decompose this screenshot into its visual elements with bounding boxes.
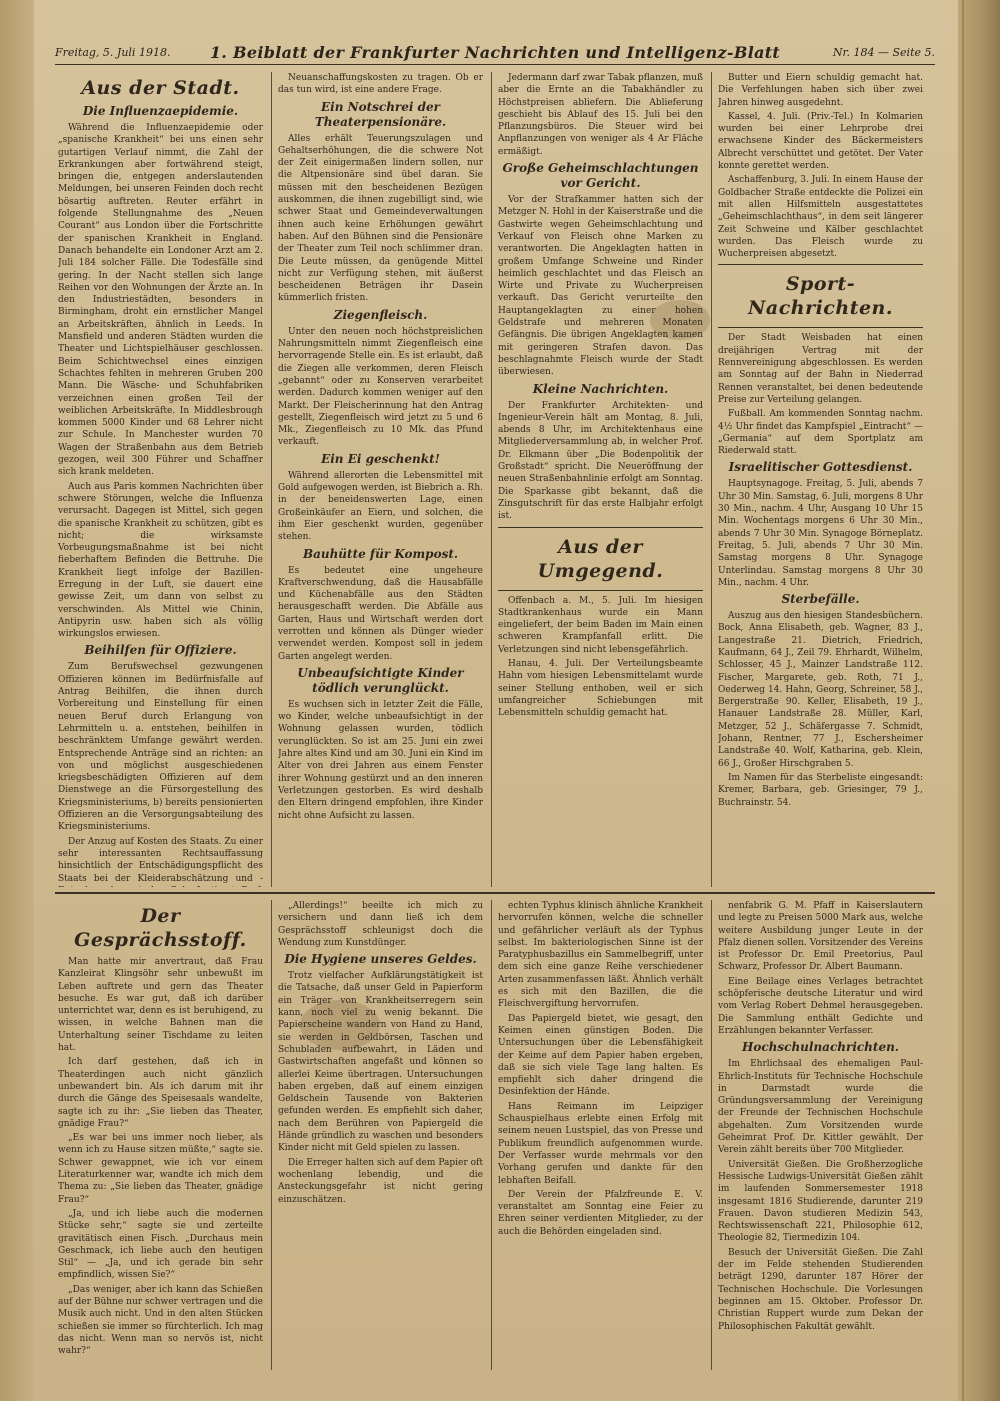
article-paragraph: Während allerorten die Lebensmittel mit Gold aufgewogen werden, ist Biebrich a. Rh. in der beneidenswerten Lage, einen Großeinkäufer an Eiern, und solchen, die ihm Eier geschenkt wurden, gegenüber stehen. <box>278 470 483 543</box>
section-box-sport <box>718 264 923 328</box>
article-title-ei: Ein Ei geschenkt! <box>321 451 440 466</box>
article-paragraph: Die Erreger halten sich auf dem Papier oft wochenlang lebendig, und die Ansteckungsgefahr ist nicht gering einzuschätzen. <box>278 1157 483 1205</box>
article-title-kompost: Bauhütte für Kompost. <box>302 546 459 561</box>
header-title: 1. Beiblatt der Frankfurter Nachrichten und Intelligenz-Blatt <box>209 42 781 62</box>
article-paragraph: Während die Influenzaepidemie oder „spanische Krankheit“ bei uns einen sehr gutartigen Verlauf nimmt, die Zahl der Erkrankungen aber fortwährend steigt, bringen die, entgegen anderslautenden Meldungen, bei unseren Feinden doch recht bösartig auftreten. Reuter erfährt in folgende Stellungnahme des „Neuen Courant“ aus London über die Fortschritte der spanischen Krankheit in England. Danach behandelte ein Londoner Arzt am 2. Juli 184 solcher Fälle. Die Todesfälle sind gering. In der Nacht stellen sich lange Reihen vor den Wohnungen der Ärzte an. In den Industriestädten, besonders in Birmingham, droht ein ernstlicher Mangel an Arbeitskräften, ähnlich in Leeds. In Mansfield und anderen Städten wurden die Theater und Lichtspielhäuser geschlossen. Beim Schichtwechsel eines einzigen Schachtes fehlten in mehreren Gruben 200 Mann. Die Wäsche- und Schuhfabriken verzeichnen einen großen Teil der weiblichen Arbeitskräfte. In Middlesbrough kommen 5000 Kinder und 68 Lehrer nicht zur Schule. In Manchester wurden 70 Wagen der Straßenbahn aus dem Betrieb gezogen, weil 300 Führer und Schaffner sich krank meldeten. <box>58 123 263 478</box>
article-paragraph: Im Namen für das Sterbeliste eingesandt: Kremer, Barbara, geb. Griesinger, 79 J., Buchrainstr. 54. <box>718 772 923 808</box>
bottom-column-3 <box>498 900 703 1370</box>
article-paragraph: Jedermann darf zwar Tabak pflanzen, muß aber die Ernte an die Tabakhändler zu Höchstpreisen abliefern. Die Ablieferung geschieht bis Ablauf des 15. Juli bei den Pflanzungsbüros. Die Steuer wird bei Anpflanzungen von weniger als 4 Ar Fläche ermäßigt. <box>498 73 703 157</box>
article-paragraph: Auszug aus den hiesigen Standesbüchern. Bock, Anna Elisabeth, geb. Wagner, 83 J., Langestraße 21. Dietrich, Friedrich, Kaufmann, 64 J., Zeil 79. Ehrhardt, Wilhelm, Schlosser, 45 J., Mainzer Landstraße 112. Fischer, Margarete, geb. Roth, 71 J., Oederweg 14. Hahn, Georg, Schreiner, 58 J., Bergerstraße 90. Keller, Elisabeth, 19 J., Hanauer Landstraße 28. Müller, Karl, Metzger, 52 J., Schäfergasse 7. Schmidt, Johann, Rentner, 77 J., Eschersheimer Landstraße 40. Wolf, Katharina, geb. Klein, 66 J., Großer Hirschgraben 5. <box>718 611 923 769</box>
article-paragraph: Universität Gießen. Die Großherzogliche Hessische Ludwigs-Universität Gießen zählt im laufenden Sommersemester 1918 insgesamt 1816 Studierende, darunter 219 Frauen. Davon studieren Medizin 543, Rechtswissenschaft 221, Philosophie 612, Theologie 82, Tiermedizin 104. <box>718 1159 923 1244</box>
article-paragraph: Hans Reimann im Leipziger Schauspielhaus erlebte einen Erfolg mit seinem neuen Lustspiel, das von Presse und Publikum freundlich aufgenommen wurde. Der Verfasser wurde mehrmals vor den Vorhang gerufen und dankte für den lebhaften Beifall. <box>498 1101 703 1186</box>
bottom-column-2 <box>278 900 483 1370</box>
article-title-theater: Ein Notschrei der Theaterpensionäre. <box>314 99 447 129</box>
article-paragraph: Trotz vielfacher Aufklärungstätigkeit ist die Tatsache, daß unser Geld in Papierform ein Träger von Krankheitserregern sein kann, noch viel zu wenig bekannt. Die Papierscheine wandern von Hand zu Hand, sie werden in Geldbörsen, Taschen und Schubladen aufbewahrt, in Läden und Gastwirtschaften angefaßt und können so allerlei Keime übertragen. Untersuchungen haben ergeben, daß auf einem einzigen Geldschein Tausende von Bakterien gefunden werden. Es empfiehlt sich daher, nach dem Berühren von Papiergeld die Hände gründlich zu waschen und besonders Kinder nicht mit Geld spielen zu lassen. <box>278 971 483 1154</box>
article-paragraph: Fußball. Am kommenden Sonntag nachm. 4½ Uhr findet das Kampfspiel „Eintracht“ — „Germania“ auf dem Sportplatz am Riederwald statt. <box>718 409 923 457</box>
top-column-4 <box>718 72 923 887</box>
article-paragraph: Aschaffenburg, 3. Juli. In einem Hause der Goldbacher Straße entdeckte die Polizei ein mit allen Hilfsmitteln ausgestattetes „Geheimschlachthaus“, in dem seit längerer Zeit Schweine und Kälber geschlachtet wurden. Das Fleisch wurde zu Wucherpreisen abgesetzt. <box>718 175 923 260</box>
bottom-column-4 <box>718 900 923 1370</box>
article-title-schlachtungen: Große Geheimschlachtungen vor Gericht. <box>502 161 699 191</box>
article-paragraph: Der Stadt Weisbaden hat einen dreijährigen Vertrag mit der Rennvereinigung abgeschlossen. Es werden am Sonntag auf der Bahn in Niederrad Rennen veranstaltet, bei denen bedeutende Preise zur Verteilung gelangen. <box>718 333 923 405</box>
article-paragraph: Der Frankfurter Architekten- und Ingenieur-Verein hält am Montag, 8. Juli, abends 8 Uhr, im Architektenhaus eine Mitgliederversammlung ab, in welcher Prof. Dr. Elkmann über „Die Bodenpolitik der Großstadt“ spricht. Die Neueröffnung der neuen Straßenbahnlinie erfolgt am Sonntag. Die Sparkasse gibt bekannt, daß die Zinsgutschrift für das erste Halbjahr erfolgt ist. <box>498 400 703 522</box>
page-header <box>55 40 935 65</box>
article-paragraph: „Ja, und ich liebe auch die modernen Stücke sehr,“ sagte sie und zerteilte gravitätisch einen Fisch. „Durchaus mein Geschmack, ich liebe auch den heutigen Stil“ — „Ja, und ich gerade bin sehr empfindlich, wissen Sie?“ <box>58 1208 263 1281</box>
article-paragraph: Eine Beilage eines Verlages betrachtet schöpferische deutsche Literatur und wird vom Verlag Robert Dehmel herausgegeben. Die Sammlung enthält Gedichte und Erzählungen bekannter Verfasser. <box>718 976 923 1036</box>
header-issue: Nr. 184 — Seite 5. <box>832 45 935 59</box>
article-paragraph: Offenbach a. M., 5. Juli. Im hiesigen Stadtkrankenhaus wurde ein Mann eingeliefert, der beim Baden im Main einen schweren Krampfanfall erlitt. Die Verletzungen sind nicht lebensgefährlich. <box>498 595 703 655</box>
article-title-ziegen: Ziegenfleisch. <box>333 307 428 322</box>
article-paragraph: „Das weniger, aber ich kann das Schießen auf der Bühne nur schwer vertragen und die Musik auch nicht. Und in den alten Stücken schießen sie immer so fürchterlich. Ich mag das nicht. Wenn man so nervös ist, nicht wahr?“ <box>58 1284 263 1357</box>
article-title-nachrichten: Kleine Nachrichten. <box>532 381 669 396</box>
article-paragraph: „Es war bei uns immer noch lieber, als wenn ich zu Hause sitzen müßte,“ sagte sie. Schwer gewappnet, wie ich vor einem Literaturkenner war, wandte ich mich dem Thema zu: „Sie lieben das Theater, gnädige Frau?“ <box>58 1133 263 1205</box>
page-right-edge <box>958 0 1000 1401</box>
article-paragraph: Vor der Strafkammer hatten sich der Metzger N. Hohl in der Kaiserstraße und die Gastwirte wegen Geheimschlachtung und Verkauf von Fleisch ohne Marken zu verantworten. Die Angeklagten hatten in großem Umfange Schweine und Rinder heimlich geschlachtet und das Fleisch an Wirte und Private zu Wucherpreisen verkauft. Das Gericht verurteilte den Hauptangeklagten zu einer hohen Geldstrafe und mehreren Monaten Gefängnis. Die übrigen Angeklagten kamen mit geringeren Strafen davon. Das beschlagnahmte Fleisch wurde der Stadt überwiesen. <box>498 195 703 378</box>
article-title-kinder: Unbeaufsichtigte Kinder tödlich verunglückt. <box>297 665 464 695</box>
section-heading-gespraechsstoff: Der Gesprächsstoff. <box>74 905 247 951</box>
page-fold <box>962 0 964 1401</box>
article-paragraph: Zum Berufswechsel gezwungenen Offizieren können im Bedürfnisfalle auf Antrag Beihilfen, die ihnen durch Vorbereitung und Einstellung für einen neuen Beruf durch Erlangung von Lehrmitteln u. a. entstehen, beihilfen in beschränktem Umfange gewährt werden. Entsprechende Anträge sind an richten: an von und möglichst ausgeschiedenen kriegsbeschädigten Offizieren auf dem Dienstwege an die Fürsorgestellung des Kriegsministeriums, b) bereits pensionierten Offizieren an die Versorgungsabteilung des Kriegsministeriums. <box>58 662 263 833</box>
article-paragraph: Hanau, 4. Juli. Der Verteilungsbeamte Hahn vom hiesigen Lebensmittelamt wurde seiner Stellung enthoben, weil er sich umfangreicher Schiebungen mit Lebensmitteln schuldig gemacht hat. <box>498 658 703 719</box>
article-paragraph: Es bedeutet eine ungeheure Kraftverschwendung, daß die Hausabfälle und Küchenabfälle aus den Städten herausgeschafft werden. Die Abfälle aus Garten, Haus und Wirtschaft werden dort verrotten und können als Dünger wieder verwendet werden. Kompost soll in jedem Garten angelegt werden. <box>278 565 483 662</box>
article-paragraph: Der Anzug auf Kosten des Staats. Zu einer sehr interessanten Rechtsauffassung hinsichtlich der Entschädigungspflicht des Staats bei der Kleiderabschätzung und - <box>58 836 263 884</box>
article-title-sterbefaelle: Sterbefälle. <box>781 592 860 607</box>
section-heading-umgegend: Aus der Umgegend. <box>537 535 664 582</box>
article-paragraph: Auch aus Paris kommen Nachrichten über schwere Störungen, welche die Influenza verursacht. Dagegen ist Mittel, sich gegen die spanische Krankheit zu schützen, gibt es nicht; die wirksamste Vorbeugungsmaßnahme ist bei nicht fieberhaftem Befinden die Bettruhe. Die Krankheit liegt infolge der Bazillen-Erregung in der Luft, sie dauert eine gewisse Zeit, um dann von selbst zu verschwinden. Als Mittel wie Chinin, Antipyrin usw. haben sich als völlig wirkungslos erwiesen. <box>58 481 263 640</box>
section-divider <box>55 892 935 894</box>
article-paragraph: Besuch der Universität Gießen. Die Zahl der im Felde stehenden Studierenden beträgt 1290, darunter 187 Hörer der Technischen Hochschule. Die Vorlesungen beginnen am 15. Oktober. Professor Dr. Christian Ruppert wurde zum Dekan der Philosophischen Fakultät gewählt. <box>718 1247 923 1332</box>
article-title-influenza: Die Influenzaepidemie. <box>82 104 239 118</box>
article-paragraph: Das Papiergeld bietet, wie gesagt, den Keimen einen günstigen Boden. Die Untersuchungen über die Lebensfähigkeit der Keime auf dem Papier haben ergeben, daß sie sich viele Tage lang halten. Es empfiehlt sich daher dringend die Desinfektion der Hände. <box>498 1013 703 1098</box>
bottom-column-1 <box>58 900 263 1370</box>
article-paragraph: Butter und Eiern schuldig gemacht hat. Die Verfehlungen haben sich über zwei Jahren hinweg ausgedehnt. <box>718 73 923 108</box>
article-paragraph: Ich darf gestehen, daß ich in Theaterdingen auch nicht gänzlich unbewandert bin. Als ich darum mit ihr durch die Gänge des Speisesaals wandelte, sagte ich zu ihr: „Sie lieben das Theater, gnädige Frau?“ <box>58 1057 263 1129</box>
article-paragraph: Unter den neuen noch höchstpreislichen Nahrungsmitteln nimmt Ziegenfleisch eine hervorragende Stelle ein. Es ist erlaubt, daß die Ziegen alle verkommen, deren Fleisch „gebannt“ oder zu Konserven verarbeitet werden. Dadurch kommen weniger auf den Markt. Der Fleischerinnung hat den Antrag gestellt, Ziegenfleisch wird jetzt zu 5 und 6 Mk., Ziegenfleisch zu 10 Mk. das Pfund verkauft. <box>278 326 483 448</box>
article-paragraph: Hauptsynagoge. Freitag, 5. Juli, abends 7 Uhr 30 Min. Samstag, 6. Juli, morgens 8 Uhr 30 Min., nachm. 4 Uhr, Ausgang 10 Uhr 15 Min. Wochentags morgens 6 Uhr 30 Min., abends 7 Uhr 30 Min. Synagoge Börneplatz. Freitag, 5. Juli, abends 7 Uhr 30 Min. Samstag morgens 8 Uhr. Synagoge Unterlindau. Samstag morgens 8 Uhr 30 Min., nachm. 4 Uhr. <box>718 479 923 588</box>
top-column-3 <box>498 72 703 887</box>
column-rule <box>271 900 272 1370</box>
article-title-offiziere: Beihilfen für Offiziere. <box>84 643 237 658</box>
article-paragraph: Kassel, 4. Juli. (Priv.-Tel.) In Kolmarien wurden bei einer Lehrprobe drei erwachsene Kinder des Bäckermeisters Albrecht verschüttet und getötet. Der Vater konnte gerettet werden. <box>718 111 923 172</box>
column-rule <box>491 72 492 887</box>
page-left-edge <box>0 0 34 1401</box>
article-paragraph: „Allerdings!“ beeilte ich mich zu versichern und dann ließ ich dem Gesprächsstoff schleunigst doch die Wendung zum Kunstdünger. <box>278 901 483 948</box>
column-rule <box>711 900 712 1370</box>
column-rule <box>491 900 492 1370</box>
article-title-gottesdienst: Israelitischer Gottesdienst. <box>728 460 913 475</box>
top-column-2 <box>278 72 483 887</box>
article-paragraph: nenfabrik G. M. Pfaff in Kaiserslautern und legte zu Preisen 5000 Mark aus, welche weitere Ausbildung junger Leute in der Pfalz dienen sollen. Vorsitzender des Vereins ist Professor Dr. Emil Preetorius, Paul Schwarz, Professor Dr. Albert Baumann. <box>718 901 923 973</box>
article-paragraph: Man hatte mir anvertraut, daß Frau Kanzleirat Klingsöhr sehr unbewußt im Leben auftrete und gern das Theater besuche. Es war gut, daß ich darüber unterrichtet war, denn es ist beruhigend, zu wissen, in welche Bahnen man die Unterhaltung seiner Tischdame zu leiten hat. <box>58 957 263 1054</box>
article-title-hygiene: Die Hygiene unseres Geldes. <box>284 952 477 967</box>
column-rule <box>711 72 712 887</box>
article-paragraph: Neuanschaffungskosten zu tragen. Ob er das tun wird, ist eine andere Frage. <box>278 73 483 96</box>
article-paragraph: Alles erhält Teuerungszulagen und Gehaltserhöhungen, die die schwere Not der Zeit einigermaßen lindern sollen, nur die Altpensionäre sind übel daran. Sie müssen mit den bescheidenen Bezügen auskommen, die ihnen zugebilligt sind, wie schwer Staat und Gemeindeverwaltungen ihnen auch keine Erhöhungen gewährt haben. Auf den Bühnen sind die Pensionäre der Theater zum Teil noch schlimmer dran. Die Leute müssen, da genügende Mittel nicht zur Verfügung stehen, mit äußerst bescheidenen Beträgen ihr Dasein kümmerlich fristen. <box>278 133 483 304</box>
article-paragraph: Es wuchsen sich in letzter Zeit die Fälle, wo Kinder, welche unbeaufsichtigt in der Wohnung gelassen wurden, tödlich verunglückten. So ist am 25. Juni ein zwei Jahre altes Kind und am 30. Juni ein Kind im Alter von drei Jahren aus einem Fenster ihrer Wohnung gestürzt und an den inneren Verletzungen gestorben. Es wird deshalb den Eltern dringend empfohlen, ihre Kinder nicht ohne Aufsicht zu lassen. <box>278 699 483 821</box>
article-paragraph: echten Typhus klinisch ähnliche Krankheit hervorrufen können, welche die schneller und gefährlicher verläuft als der Typhus selbst. Im bakteriologischen Sinne ist der Paratyphusbazillus ein Sammelbegriff, unter dem sich eine ganze Reihe verschiedener Arten zusammenfassen läßt. Ähnlich verhält es sich mit den Bazillen, die die Fleischvergiftung hervorrufen. <box>498 901 703 1010</box>
article-title-hochschul: Hochschulnachrichten. <box>742 1040 899 1055</box>
header-date: Freitag, 5. Juli 1918. <box>55 45 171 59</box>
section-heading-sport: Sport-Nachrichten. <box>748 273 893 320</box>
article-paragraph: Der Verein der Pfalzfreunde E. V. veranstaltet am Sonntag eine Feier zu Ehren seiner verdienten Mitglieder, zu der auch die Behörden eingeladen sind. <box>498 1189 703 1237</box>
article-paragraph: Im Ehrlichsaal des ehemaligen Paul-Ehrlich-Instituts für Technische Hochschule in Darmstadt wurde die Gründungsversammlung der Vereinigung der Freunde der Technischen Hochschule abgehalten. Zum Vorsitzenden wurde Geheimrat Prof. Dr. Kittler gewählt. Der Verein zählt bereits über 700 Mitglieder. <box>718 1059 923 1156</box>
section-heading-stadt: Aus der Stadt. <box>81 77 240 99</box>
top-column-1 <box>58 72 263 887</box>
section-box-umgegend <box>498 527 703 591</box>
column-rule <box>271 72 272 887</box>
